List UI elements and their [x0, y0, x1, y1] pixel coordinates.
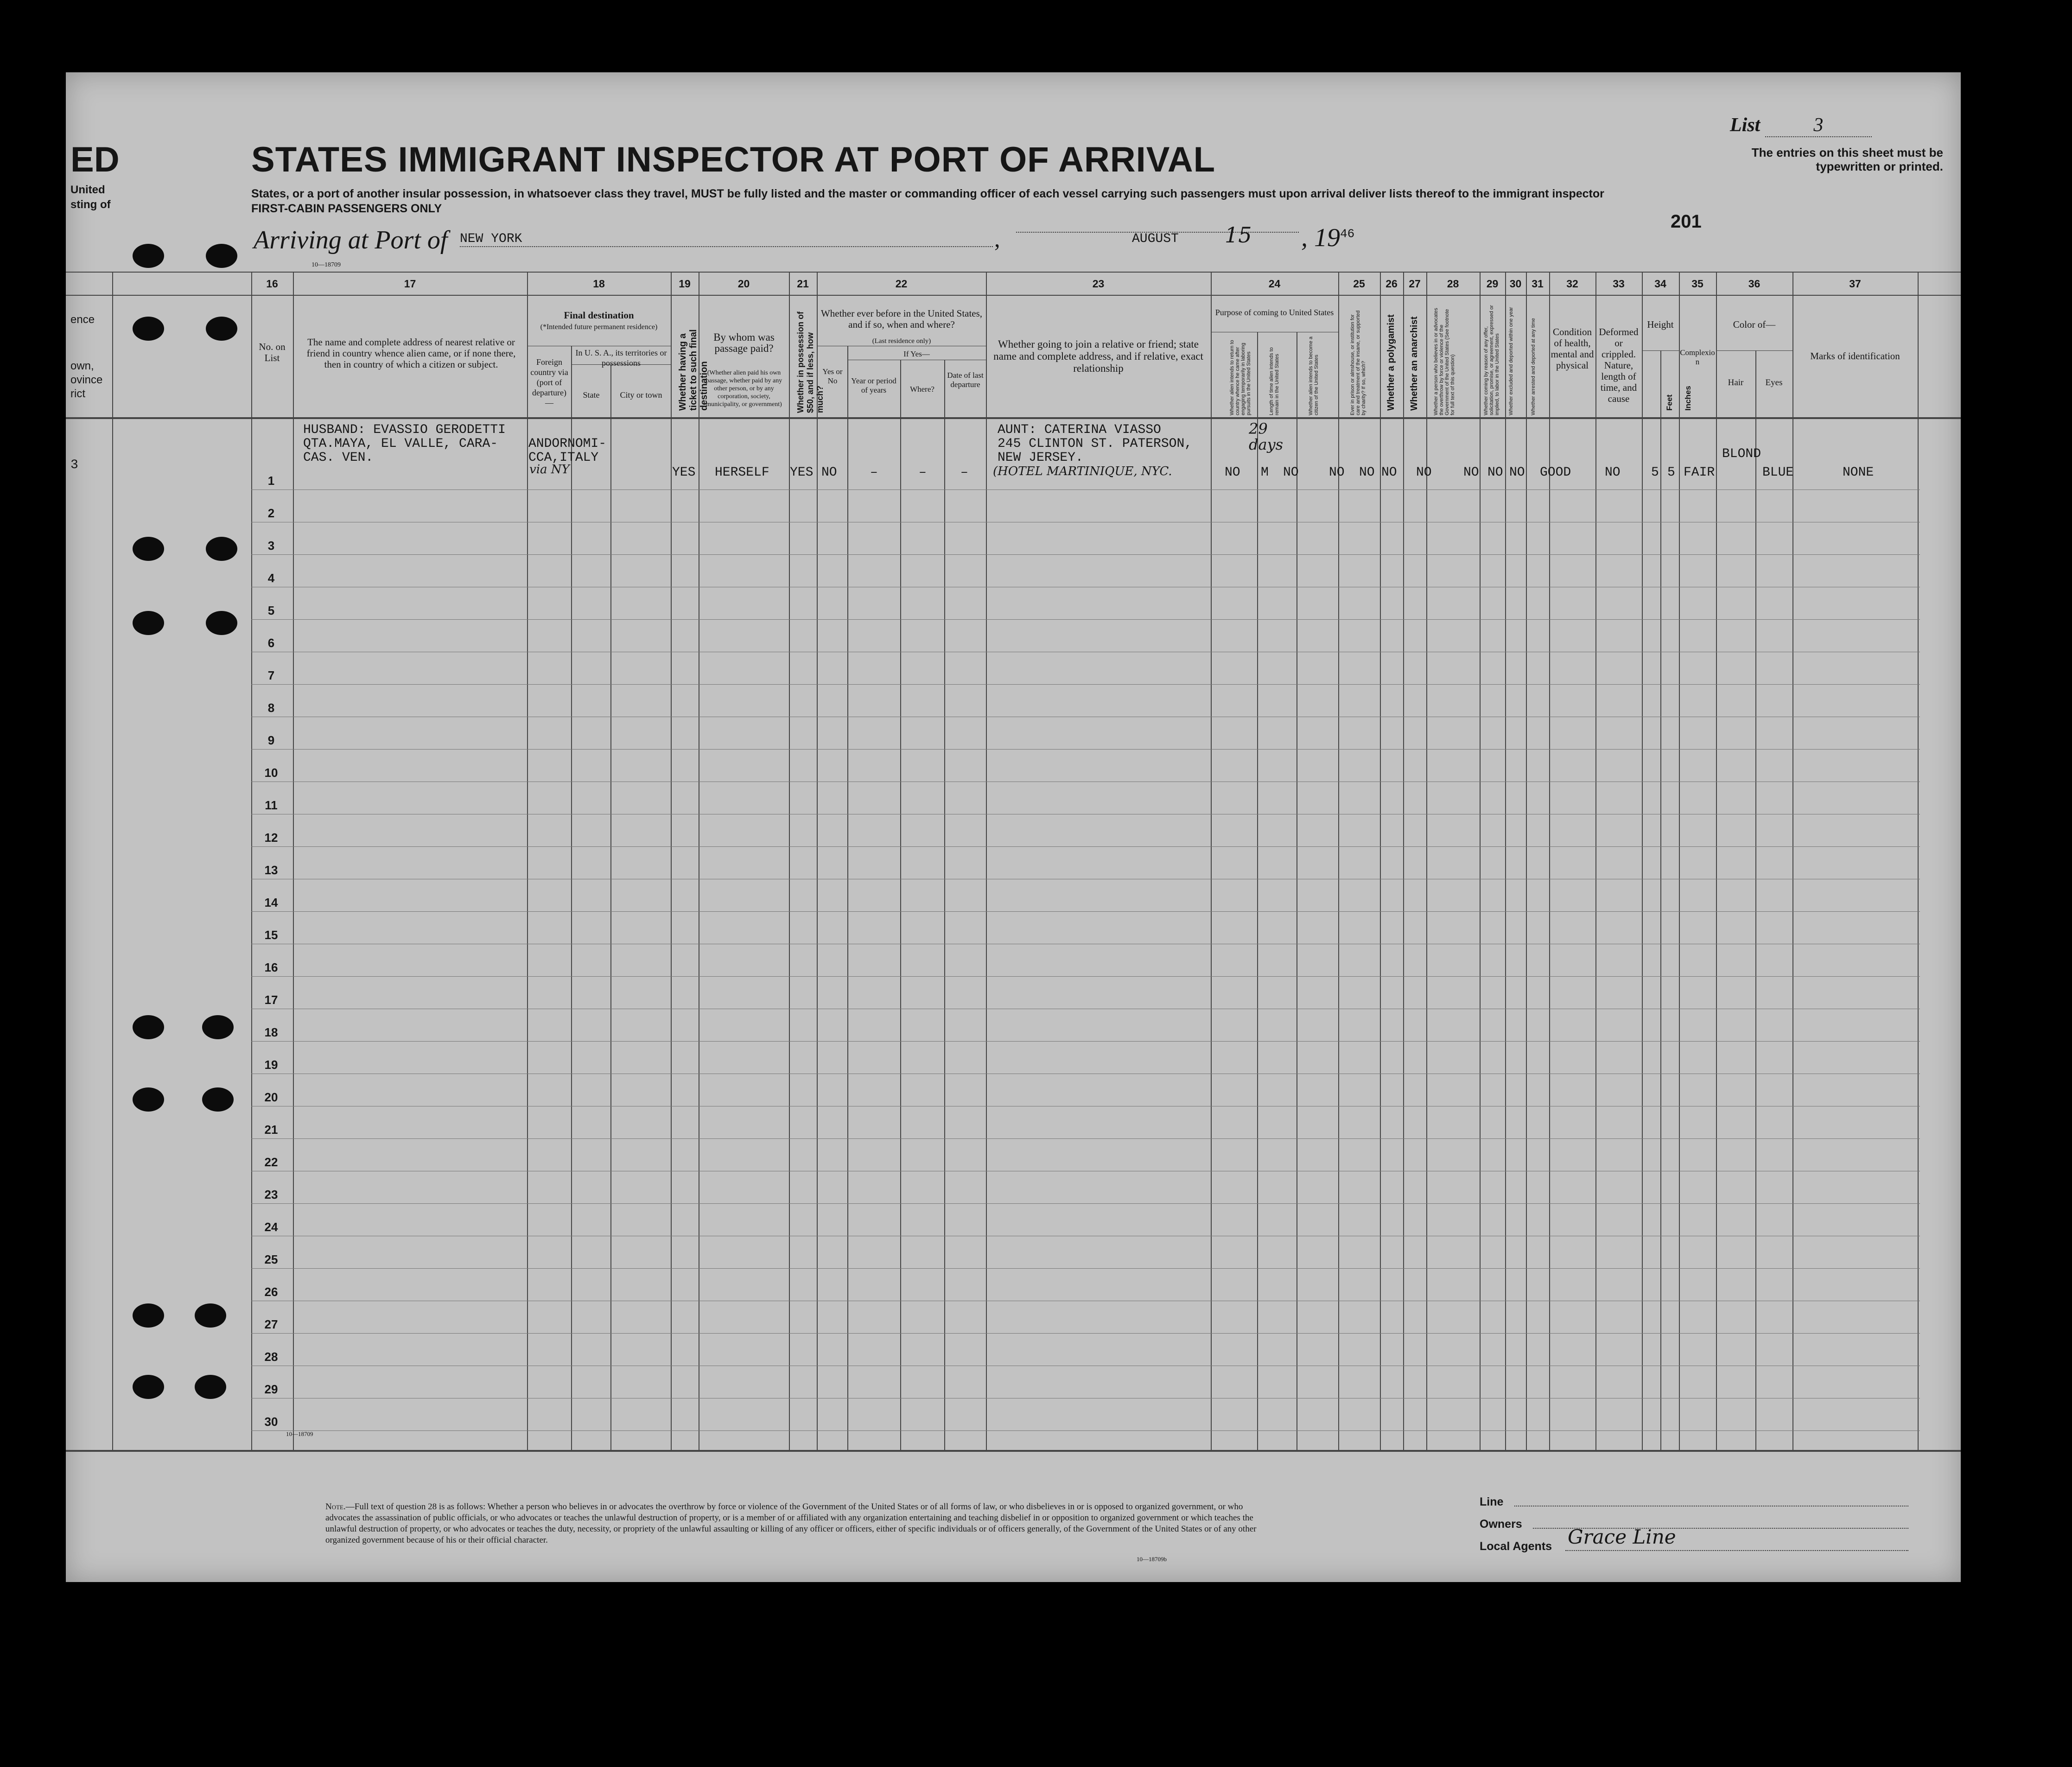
row-number: 23 — [264, 1188, 278, 1201]
row-number: 8 — [267, 701, 275, 715]
footnote-label: Note. — [325, 1502, 346, 1512]
col-line — [527, 272, 528, 1451]
left-fragment-header: rict — [70, 388, 85, 400]
entry-excluded: NO — [1487, 465, 1503, 480]
col-header-ever-in-us: Whether ever before in the United States, and if so, when and where? — [820, 308, 983, 330]
col-header-deformed: Deformed or crippled. Nature, length of time, and cause — [1599, 326, 1639, 404]
col-line — [847, 346, 848, 1451]
row-rule — [251, 976, 1920, 977]
entry-join-line2: 245 CLINTON ST. PATERSON, — [998, 437, 1193, 451]
col-line — [571, 346, 572, 1451]
row-number: 11 — [265, 798, 278, 812]
row-number: 13 — [264, 863, 278, 877]
row-number: 10 — [264, 766, 278, 780]
col-header-arrested: Whether arrested and deported at any time — [1531, 318, 1536, 415]
col-header-where: Where? — [910, 385, 934, 394]
col-line — [1526, 272, 1527, 1451]
row-rule — [251, 1041, 1920, 1042]
col-line — [1549, 272, 1550, 1451]
col-header-excluded: Whether excluded and deported within one year — [1508, 307, 1514, 415]
col-line — [789, 272, 790, 1451]
row-number: 20 — [264, 1090, 278, 1104]
row-number: 4 — [267, 571, 275, 585]
sheet-number: 201 — [1671, 211, 1702, 232]
col-header-eyes: Eyes — [1765, 378, 1783, 388]
col-number: 16 — [266, 278, 278, 290]
col-header-height: Height — [1647, 319, 1674, 330]
port-field — [460, 232, 993, 247]
footer-line-label: Line — [1480, 1495, 1504, 1508]
col-header-overthrow: Whether a person who believes in or advocates the overthrow by force or violence of the Government of the United States (See footnote for full text of this question) — [1433, 308, 1455, 415]
col-number: 25 — [1353, 278, 1365, 290]
col-number: 24 — [1268, 278, 1281, 290]
col-line — [944, 360, 945, 1451]
col-line — [1660, 350, 1661, 1451]
list-number: 3 — [1765, 114, 1872, 137]
col-line — [817, 272, 818, 1451]
col-line — [1338, 272, 1339, 1451]
row-rule — [251, 1138, 1920, 1139]
col-line — [293, 272, 294, 1451]
col-line — [1642, 272, 1643, 1451]
punch-hole — [133, 317, 164, 341]
col-header-passage-note: (Whether alien paid his own passage, whether paid by any other person, or by any corporation, society, municipality, or government) — [705, 369, 782, 408]
entry-relative-line2: QTA.MAYA, EL VALLE, CARA- — [303, 437, 498, 451]
row-number: 14 — [264, 896, 278, 909]
year-prefix: 19 — [1314, 223, 1340, 252]
entry-marks: NONE — [1843, 465, 1874, 480]
list-label-text: List — [1730, 114, 1761, 136]
row-rule — [251, 489, 1920, 490]
row-number: 2 — [267, 506, 275, 520]
row-number: 6 — [267, 636, 275, 650]
row-number: 22 — [264, 1155, 278, 1169]
col-header-foreign-country: Foreign country via (port of departure)— — [530, 357, 568, 407]
form-instructions — [251, 186, 1679, 216]
col-line — [1755, 350, 1756, 1451]
col-line — [1211, 272, 1212, 1451]
punch-hole — [133, 537, 164, 561]
entry-where-dash: – — [919, 465, 927, 480]
entry-fifty: YES — [790, 465, 814, 480]
col-header-passage: By whom was passage paid? — [713, 331, 775, 354]
form-title: STATES IMMIGRANT INSPECTOR AT PORT OF ARRIVAL — [251, 140, 1216, 179]
col-header-complexion: Complexion — [1680, 348, 1715, 366]
punch-hole — [195, 1303, 226, 1328]
left-fragment-line: United — [70, 184, 105, 196]
col-line — [1380, 272, 1381, 1451]
footnote-code: 10—18709b — [1137, 1556, 1167, 1563]
row-number: 15 — [264, 928, 278, 942]
row-number: 30 — [264, 1415, 278, 1429]
entry-departure-dash: – — [960, 465, 968, 480]
punch-hole — [133, 244, 164, 268]
entry-complexion: FAIR — [1684, 465, 1715, 480]
left-fragment-header: ence — [70, 313, 95, 326]
left-fragment-line: sting of — [70, 198, 111, 211]
col-line — [1426, 272, 1427, 1451]
col-line — [1792, 272, 1793, 1451]
punch-hole — [206, 611, 237, 635]
day-value: 15 — [1225, 222, 1252, 248]
col-header-polygamist: Whether a polygamist — [1386, 314, 1396, 411]
entry-relative-line1: HUSBAND: EVASSIO GERODETTI — [303, 423, 506, 437]
col-number: 28 — [1447, 278, 1459, 290]
entry-anarchist: NO — [1381, 465, 1397, 480]
form-code-top: 10—18709 — [311, 261, 341, 268]
col-header-year: Year or period of years — [851, 376, 896, 394]
row-rule — [251, 684, 1920, 685]
entry-ticket: YES — [672, 465, 696, 480]
punch-hole — [206, 537, 237, 561]
row-number: 29 — [264, 1382, 278, 1396]
col-line — [1505, 272, 1506, 1451]
entry-relative-line3: CAS. VEN. — [303, 451, 374, 465]
row-number: 25 — [264, 1252, 278, 1266]
col-header-if-yes: If Yes— — [903, 350, 930, 358]
col-line — [1716, 272, 1717, 1451]
entry-return-after-labor: NO — [1225, 465, 1240, 480]
col-header-feet: Feet — [1665, 394, 1674, 411]
entry-health: GOOD — [1540, 465, 1571, 480]
form-code-bottom: 10—18709 — [286, 1430, 313, 1437]
row-rule — [251, 911, 1920, 912]
punch-hole — [202, 1015, 234, 1039]
arriving-label: Arriving at Port of — [254, 226, 448, 254]
punch-hole — [133, 1375, 164, 1399]
col-number: 23 — [1092, 278, 1105, 290]
punch-hole — [133, 1015, 164, 1039]
col-number: 21 — [797, 278, 809, 290]
punch-hole — [206, 317, 237, 341]
col-header-in-usa: In U. S. A., its territories or possessions — [575, 348, 667, 368]
row-number: 21 — [264, 1123, 278, 1137]
entry-via-handwritten: via NY — [529, 463, 570, 477]
punch-hole — [133, 1087, 164, 1112]
entry-become-citizen: NO — [1283, 465, 1299, 480]
row-rule — [251, 619, 1920, 620]
col-header-hair: Hair — [1728, 378, 1744, 388]
entry-labor-offer: NO — [1463, 465, 1479, 480]
col-header-no: No. on List — [259, 341, 286, 363]
col-header-city: City or town — [620, 390, 662, 400]
punch-hole — [133, 1303, 164, 1328]
row-number: 3 — [267, 539, 275, 553]
sub-rule — [1716, 350, 1792, 351]
col-number: 33 — [1613, 278, 1625, 290]
col-header-anarchist: Whether an anarchist — [1409, 316, 1419, 411]
entry-year-dash: – — [870, 465, 878, 480]
col-header-destination-note: (*Intended future permanent residence) — [540, 323, 658, 331]
table-top-rule — [66, 272, 1961, 273]
col-header-inches: Inches — [1684, 386, 1692, 411]
row-number: 27 — [264, 1317, 278, 1331]
col-header-ticket: Whether having a ticket to such final destination — [678, 329, 709, 411]
col-number: 36 — [1748, 278, 1761, 290]
entry-hair: BLOND — [1722, 447, 1761, 461]
entry-feet: 5 — [1651, 465, 1659, 480]
col-line — [251, 272, 252, 1451]
row-number: 24 — [264, 1220, 278, 1234]
left-fragment-header: own, — [70, 360, 94, 372]
entry-foreign-line1: ANDORNOMI- — [528, 437, 607, 451]
col-header-join: Whether going to join a relative or friend; state name and complete address, and if relative, exact relationship — [993, 338, 1203, 374]
table-bottom-rule — [66, 1450, 1961, 1452]
col-header-purpose-return: Whether alien intends to return to country whence he came after engaging temporarily in laboring pursuits in the United States — [1229, 340, 1252, 415]
entry-inches: 5 — [1667, 465, 1675, 480]
footer-owners-label: Owners — [1480, 1518, 1522, 1531]
col-header-purpose-citizen: Whether alien intends to become a citizen of the United States — [1308, 337, 1319, 415]
year-suffix: 46 — [1340, 227, 1355, 241]
year-field: , $19^{46}$ — [1301, 223, 1355, 252]
col-header-relative: The name and complete address of nearest relative or friend in country whence alien came, or if none there, then in country of which a citizen or subject. — [306, 337, 516, 370]
date-field — [1016, 222, 1299, 248]
col-number: 29 — [1486, 278, 1499, 290]
col-header-labor: Whether coming by reason of any offer, solicitation, promise, or agreement, expressed or implied, to labor in the United States — [1483, 305, 1500, 415]
entry-foreign-line2: CCA,ITALY — [528, 451, 599, 465]
entry-polygamist: NO — [1359, 465, 1375, 480]
col-header-color: Color of— — [1733, 319, 1776, 330]
row-rule — [251, 1333, 1920, 1334]
row-number: 16 — [264, 960, 278, 974]
row-rule — [251, 846, 1920, 847]
punch-hole — [133, 611, 164, 635]
col-header-marks: Marks of identification — [1810, 350, 1900, 362]
left-fragment-header: ovince — [70, 374, 103, 386]
entry-length-of-stay-hand: 29 days — [1249, 420, 1284, 453]
row-rule — [251, 749, 1920, 750]
col-line — [671, 272, 672, 1451]
col-number: 17 — [404, 278, 416, 290]
entries-note: The entries on this sheet must be typewritten or printed. — [1751, 146, 1943, 173]
header-bottom-rule — [66, 417, 1961, 419]
col-header-fifty: Whether in possession of $50, and if less, how much? — [796, 311, 825, 413]
entry-eyes: BLUE — [1762, 465, 1794, 480]
row-number: 5 — [267, 604, 275, 617]
punch-hole — [202, 1087, 234, 1112]
col-number: 20 — [737, 278, 750, 290]
col-header-ever-note: (Last residence only) — [872, 337, 931, 345]
col-line — [1918, 272, 1919, 1451]
col-header-purpose: Purpose of coming to United States — [1215, 308, 1334, 317]
col-line — [900, 360, 901, 1451]
col-header-yes-no: Yes or No — [822, 367, 843, 385]
colnum-rule — [66, 295, 1961, 296]
row-number: 12 — [264, 831, 278, 845]
port-value: NEW YORK — [460, 232, 522, 246]
col-header-destination: Final destination — [564, 310, 634, 321]
col-number: 26 — [1386, 278, 1398, 290]
col-number: 32 — [1566, 278, 1578, 290]
entry-length-of-stay-typed: M — [1261, 465, 1269, 480]
row-rule — [251, 1203, 1920, 1204]
entry-join-handwritten: (HOTEL MARTINIQUE, NYC. — [993, 464, 1172, 478]
col-line — [610, 364, 611, 1451]
col-line — [1595, 272, 1596, 1451]
footnote-text: —Full text of question 28 is as follows: Whether a person who believes in or advocates the overthrow by force or violence of the Government of the United States or of all forms of law, or who disbelieves in or is opposed to organized government, or who advocates the assassination of public officials, or who advocates or teaches the unlawful destruction of property, or is a member of or affiliated with any organization entertaining and teaching disbelief in or opposition to organized government or which teaches the unlawful destruction of property, or who advocates or teaches the duty, necessity, or propriety of the unlawful assaulting or killing of any officer or officers, either of specific individuals or of officers generally, of the Government of the United States or of any other organized government because of his or their official character. — [325, 1502, 1257, 1545]
col-number: 31 — [1532, 278, 1544, 290]
punch-hole — [195, 1375, 226, 1399]
entry-passage-paid-by: HERSELF — [715, 465, 769, 480]
footer-agents-field — [1565, 1550, 1908, 1551]
row-rule — [251, 554, 1920, 555]
footer-agents-label: Local Agents — [1480, 1540, 1552, 1553]
entry-ever-in-us: NO — [821, 465, 837, 480]
col-number: 27 — [1409, 278, 1421, 290]
manifest-sheet — [66, 72, 1961, 1582]
row-number: 28 — [264, 1350, 278, 1364]
col-header-last-departure: Date of last departure — [947, 371, 984, 389]
row-rule — [251, 1268, 1920, 1269]
punch-hole — [206, 244, 237, 268]
col-header-health: Condition of health, mental and physical — [1551, 326, 1594, 371]
entry-join-line3: NEW JERSEY. — [998, 451, 1083, 465]
footnote — [325, 1501, 1276, 1546]
row-number: 17 — [264, 993, 278, 1007]
col-number: 37 — [1849, 278, 1861, 290]
entry-join-line1: AUNT: CATERINA VIASSO — [998, 423, 1161, 437]
entry-arrested: NO — [1509, 465, 1525, 480]
row-number: 1 — [267, 474, 275, 488]
col-line — [1679, 272, 1680, 1451]
col-header-purpose-length: Length of time alien intends to remain in the United States — [1269, 347, 1280, 415]
col-line — [112, 272, 113, 1451]
col-number: 18 — [593, 278, 605, 290]
entry-deformed: NO — [1605, 465, 1621, 480]
left-fragment-title: ED — [70, 140, 120, 179]
col-number: 34 — [1654, 278, 1666, 290]
row-number: 18 — [264, 1025, 278, 1039]
list-label — [1730, 114, 1872, 137]
col-line — [986, 272, 987, 1451]
entry-overthrow: NO — [1416, 465, 1432, 480]
col-header-state: State — [583, 390, 600, 400]
sub-rule — [1642, 350, 1679, 351]
month-value: AUGUST — [1132, 232, 1179, 246]
comma-sep: , — [994, 226, 1000, 252]
agents-signature: Grace Line — [1568, 1525, 1676, 1548]
instructions-text: States, or a port of another insular possession, in whatsoever class they travel, MUST be fully listed and the master or commanding officer of each vessel carrying such passengers must upon arrival deliver lists thereof to the immigrant inspector — [251, 187, 1604, 200]
entry-prison: NO — [1329, 465, 1345, 480]
row-number: 9 — [267, 733, 275, 747]
col-line — [1403, 272, 1404, 1451]
col-line — [1480, 272, 1481, 1451]
row-number: 26 — [264, 1285, 278, 1299]
col-number: 19 — [679, 278, 691, 290]
col-line — [1257, 332, 1258, 1451]
left-fragment-row1: 3 — [70, 458, 78, 472]
col-number: 30 — [1509, 278, 1522, 290]
row-rule — [251, 1430, 1920, 1431]
row-number: 7 — [267, 668, 275, 682]
row-number: 19 — [264, 1058, 278, 1072]
col-header-prison: Ever in prison or almshouse, or institution for care and treatment of the insane, or supported by charity? If so, which? — [1350, 310, 1367, 415]
class-label: FIRST-CABIN PASSENGERS ONLY — [251, 202, 442, 215]
col-number: 35 — [1691, 278, 1703, 290]
col-number: 22 — [895, 278, 908, 290]
